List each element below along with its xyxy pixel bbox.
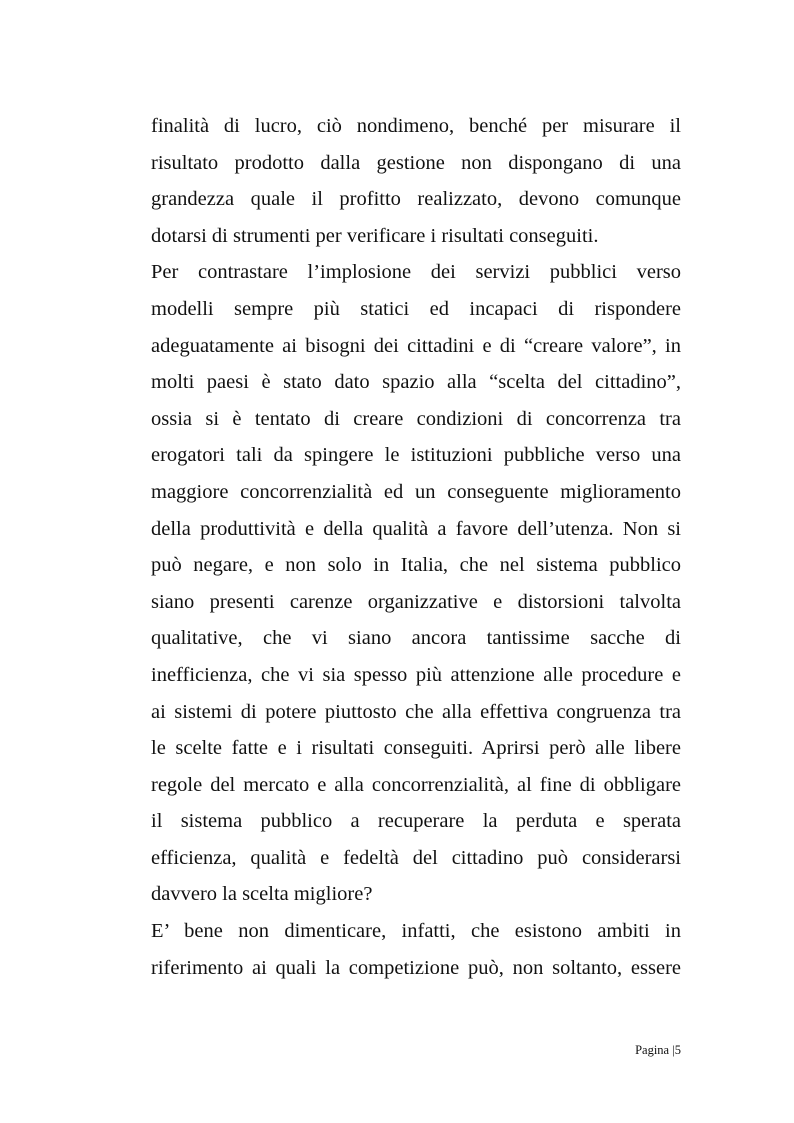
text-line: riferimento ai quali la competizione può, non soltanto, essere [151, 956, 681, 979]
text-line: risultato prodotto dalla gestione non dispongano di una [151, 151, 681, 174]
text-line: le scelte fatte e i risultati conseguiti. Aprirsi però alle libere [151, 737, 681, 760]
text-line: il sistema pubblico a recuperare la perduta e sperata [151, 810, 681, 833]
text-line: grandezza quale il profitto realizzato, devono comunque [151, 188, 681, 211]
text-line: della produttività e della qualità a favore dell’utenza. Non si [151, 517, 681, 540]
text-line: erogatori tali da spingere le istituzioni pubbliche verso una [151, 444, 681, 467]
text-line: davvero la scelta migliore? [151, 883, 373, 906]
text-line: molti paesi è stato dato spazio alla “scelta del cittadino”, [151, 371, 681, 394]
text-line: dotarsi di strumenti per verificare i risultati conseguiti. [151, 224, 599, 247]
page-separator: | [672, 1043, 675, 1057]
page-number: 5 [674, 1043, 681, 1057]
text-line: qualitative, che vi siano ancora tantissime sacche di [151, 627, 681, 650]
page-label: Pagina [635, 1043, 670, 1057]
text-line: maggiore concorrenzialità ed un conseguente miglioramento [151, 480, 681, 503]
text-line: adeguatamente ai bisogni dei cittadini e di “creare valore”, in [151, 334, 681, 357]
text-line: finalità di lucro, ciò nondimeno, benché per misurare il [151, 115, 681, 137]
body-text [151, 108, 681, 986]
text-line: siano presenti carenze organizzative e distorsioni talvolta [151, 590, 681, 613]
text-line: efficienza, qualità e fedeltà del cittadino può considerarsi [151, 846, 681, 869]
text-line: regole del mercato e alla concorrenzialità, al fine di obbligare [151, 773, 681, 796]
page-footer [580, 1042, 681, 1058]
text-line: Per contrastare l’implosione dei servizi pubblici verso [151, 261, 681, 284]
text-line: può negare, e non solo in Italia, che nel sistema pubblico [151, 554, 681, 577]
text-line: E’ bene non dimenticare, infatti, che esistono ambiti in [151, 920, 681, 943]
text-line: ai sistemi di potere piuttosto che alla effettiva congruenza tra [151, 700, 681, 723]
text-line: ossia si è tentato di creare condizioni di concorrenza tra [151, 407, 681, 430]
text-line: modelli sempre più statici ed incapaci di rispondere [151, 297, 681, 320]
text-line: inefficienza, che vi sia spesso più attenzione alle procedure e [151, 663, 681, 686]
